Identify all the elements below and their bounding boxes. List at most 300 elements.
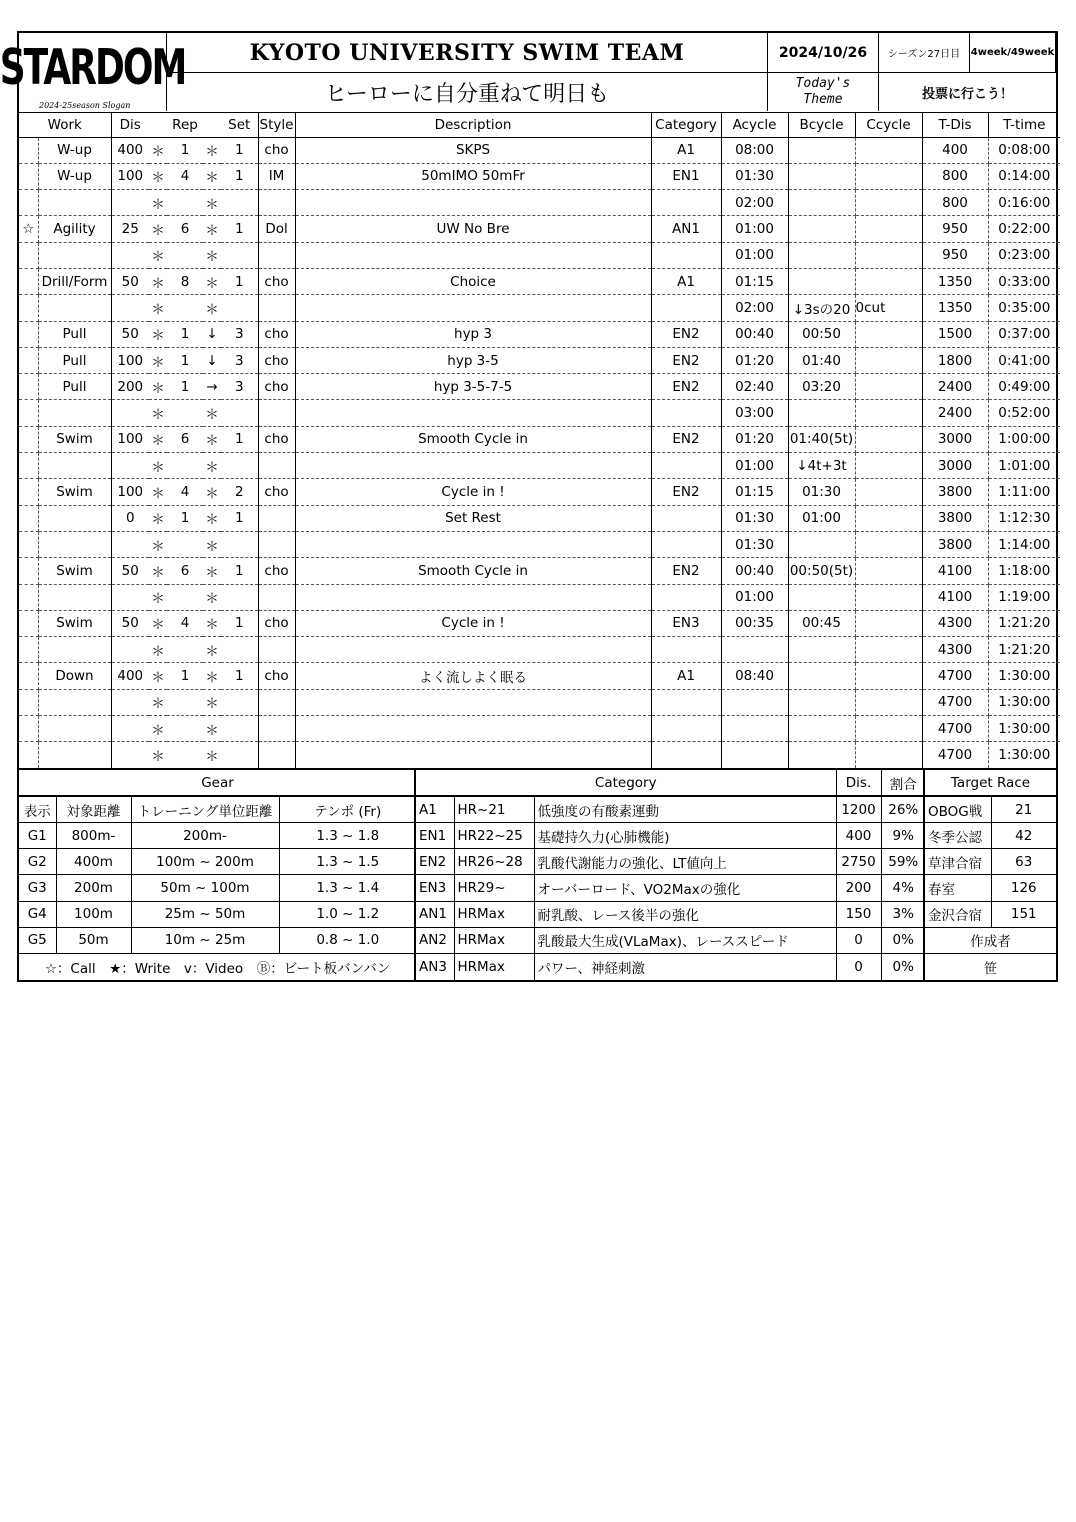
workout-row [19,663,1060,689]
row-tdis: 3000 [922,426,988,452]
row-op2: ＊ [203,663,221,689]
row-bcycle [788,190,855,216]
row-set: 1 [221,558,258,584]
row-category: EN2 [651,479,721,505]
category-dis: 2750 [836,849,881,875]
gear-cell: 1.3 ~ 1.5 [279,849,416,875]
race-row [925,796,1056,822]
row-category: EN2 [651,347,721,373]
row-bcycle: 00:50(5t) [788,558,855,584]
workout-row [19,426,1060,452]
row-style: cho [258,137,295,163]
row-acycle [721,742,788,768]
row-set: 1 [221,663,258,689]
row-set [221,742,258,768]
row-op2: ＊ [203,610,221,636]
row-tdis: 3800 [922,531,988,557]
row-ttime: 0:37:00 [988,321,1060,347]
row-work [38,190,111,216]
workout-row [19,610,1060,636]
workout-header-row [19,113,1060,137]
row-set [221,716,258,742]
category-hr: HR29~ [454,875,534,901]
category-hr: HR~21 [454,796,534,822]
row-op2: ＊ [203,453,221,479]
row-op1: ＊ [149,163,167,189]
row-ccycle [855,321,922,347]
row-mark [19,716,38,742]
row-set: 3 [221,321,258,347]
row-style: cho [258,479,295,505]
gear-table [19,770,416,980]
workout-row [19,742,1060,768]
row-tdis: 4100 [922,584,988,610]
category-ratio-label: 割合 [881,770,925,796]
category-dis: 1200 [836,796,881,822]
row-bcycle [788,137,855,163]
row-acycle: 00:35 [721,610,788,636]
row-ccycle [855,479,922,505]
row-op2: ＊ [203,242,221,268]
row-dis: 400 [111,663,149,689]
row-ttime: 1:19:00 [988,584,1060,610]
row-ccycle [855,637,922,663]
gear-col-header: テンポ (Fr) [279,796,416,822]
row-acycle: 00:40 [721,558,788,584]
row-mark [19,295,38,321]
row-description [295,190,651,216]
row-dis: 400 [111,137,149,163]
gear-legend-row [19,953,416,979]
row-dis: 50 [111,321,149,347]
row-description [295,400,651,426]
row-op1: ＊ [149,558,167,584]
row-work [38,505,111,531]
row-description: Smooth Cycle in [295,558,651,584]
row-tdis: 3800 [922,479,988,505]
category-dis: 400 [836,823,881,849]
row-op2: ＊ [203,531,221,557]
row-op2: ＊ [203,216,221,242]
workout-table [19,113,1060,768]
gear-row [19,849,416,875]
gear-cell: 1.3 ~ 1.4 [279,875,416,901]
gear-panel [19,770,416,980]
category-purpose: 耐乳酸、レース後半の強化 [534,901,836,927]
row-style [258,637,295,663]
row-mark [19,531,38,557]
workout-row [19,505,1060,531]
row-ccycle [855,163,922,189]
row-op2: → [203,374,221,400]
row-description: Cycle in ! [295,610,651,636]
row-acycle: 01:20 [721,426,788,452]
row-op2: ＊ [203,163,221,189]
row-description: hyp 3-5 [295,347,651,373]
race-days: 21 [991,796,1056,822]
row-acycle: 01:15 [721,268,788,294]
row-style [258,505,295,531]
category-ratio: 3% [881,901,925,927]
category-dis-label: Dis. [836,770,881,796]
row-bcycle: 01:40(5t) [788,426,855,452]
row-tdis: 800 [922,163,988,189]
row-description: Choice [295,268,651,294]
row-style [258,453,295,479]
row-acycle: 00:40 [721,321,788,347]
row-bcycle [788,663,855,689]
row-ttime: 1:18:00 [988,558,1060,584]
row-op2: ＊ [203,400,221,426]
row-set [221,531,258,557]
row-op1: ＊ [151,749,165,766]
row-set [221,295,258,321]
category-row [416,953,925,979]
row-op2: ＊ [203,689,221,715]
gear-cell: 1.3 ~ 1.8 [279,823,416,849]
row-op1: ＊ [149,610,167,636]
row-ttime: 1:21:20 [988,637,1060,663]
row-bcycle: 00:45 [788,610,855,636]
category-purpose: パワー、神経刺激 [534,953,836,979]
row-ccycle [855,268,922,294]
row-op2: ＊ [203,190,221,216]
row-set: 1 [221,137,258,163]
gear-cell: 10m ~ 25m [131,927,279,953]
theme-label [768,73,879,111]
slogan: ヒーローに自分重ねて明日も [167,73,768,111]
category-hr: HRMax [454,953,534,979]
season-day: シーズン27日目 [879,33,970,73]
row-tdis: 4300 [922,637,988,663]
row-op2: ↓ [203,347,221,373]
author-label: 作成者 [925,927,1056,953]
race-name: 草津合宿 [925,849,991,875]
row-op2: ＊ [203,584,221,610]
workout-row [19,689,1060,715]
category-purpose: 基礎持久力(心肺機能) [534,823,836,849]
row-category: EN2 [651,558,721,584]
row-dis [111,295,149,321]
row-ccycle [855,663,922,689]
row-category [651,505,721,531]
row-dis [111,584,149,610]
category-code: EN2 [416,849,454,875]
workout-row [19,453,1060,479]
row-ttime: 0:49:00 [988,374,1060,400]
row-bcycle [788,689,855,715]
row-rep: 6 [167,216,203,242]
row-op1: ＊ [149,663,167,689]
reference-section [19,768,1056,980]
row-mark [19,347,38,373]
race-body [925,796,1056,979]
row-work: W-up [38,163,111,189]
row-category [651,637,721,663]
row-style: Dol [258,216,295,242]
row-category [651,742,721,768]
row-op1: ＊ [149,453,167,479]
logo-text: STARDOM [0,40,186,96]
row-work [38,295,111,321]
gear-row [19,823,416,849]
row-category [651,531,721,557]
gear-cell: 400m [56,849,131,875]
row-description [295,295,651,321]
workout-row [19,584,1060,610]
row-work [38,637,111,663]
row-ttime: 0:23:00 [988,242,1060,268]
row-style: cho [258,268,295,294]
row-set [221,453,258,479]
row-op1: ＊ [149,374,167,400]
category-hr: HR22~25 [454,823,534,849]
row-dis [111,453,149,479]
race-panel [925,770,1056,980]
row-bcycle: 01:40 [788,347,855,373]
row-set: 1 [221,610,258,636]
row-style: cho [258,347,295,373]
category-row [416,849,925,875]
row-acycle [721,637,788,663]
row-description [295,742,651,768]
row-category [651,190,721,216]
row-op2: ＊ [203,295,221,321]
row-dis: 100 [111,479,149,505]
row-ttime: 0:14:00 [988,163,1060,189]
row-style [258,742,295,768]
row-mark [19,663,38,689]
category-purpose: オーバーロード、VO2Maxの強化 [534,875,836,901]
row-acycle: 02:40 [721,374,788,400]
row-acycle: 08:00 [721,137,788,163]
row-description: SKPS [295,137,651,163]
row-bcycle [788,268,855,294]
row-rep: 1 [167,374,203,400]
row-description: よく流しよく眠る [295,663,651,689]
row-work [38,689,111,715]
row-rep [167,400,203,426]
row-tdis: 1350 [922,268,988,294]
logo [0,33,186,111]
row-rep [167,689,203,715]
row-category [651,400,721,426]
row-work [38,400,111,426]
row-description: Cycle in ! [295,479,651,505]
gear-row [19,927,416,953]
row-dis: 50 [111,558,149,584]
col-tdis: T-Dis [922,113,988,137]
row-ccycle: 0cut [855,295,922,321]
row-style [258,716,295,742]
row-style [258,531,295,557]
category-code: AN3 [416,953,454,979]
row-description [295,689,651,715]
row-tdis: 1800 [922,347,988,373]
row-mark [19,453,38,479]
workout-row [19,242,1060,268]
col-rep: Rep [149,113,221,137]
row-bcycle [788,163,855,189]
row-work: Drill/Form [38,268,111,294]
workout-row [19,347,1060,373]
row-op1: ＊ [149,716,167,742]
row-op2: ＊ [203,268,221,294]
row-mark [19,610,38,636]
row-tdis: 2400 [922,374,988,400]
row-dis: 0 [111,505,149,531]
author-row [925,953,1056,979]
row-ttime: 0:16:00 [988,190,1060,216]
race-name: 冬季公認 [925,823,991,849]
row-op2: ＊ [203,637,221,663]
row-set [221,689,258,715]
week-count: 4week/49week [970,33,1056,73]
row-category [651,242,721,268]
workout-row [19,163,1060,189]
row-dis [111,531,149,557]
row-mark [19,584,38,610]
row-description [295,242,651,268]
row-op2: ＊ [203,479,221,505]
workout-row [19,558,1060,584]
col-description: Description [295,113,651,137]
row-tdis: 400 [922,137,988,163]
category-code: AN1 [416,901,454,927]
gear-cell: 50m ~ 100m [131,875,279,901]
row-ttime: 1:14:00 [988,531,1060,557]
row-work: Swim [38,610,111,636]
author-label-row [925,927,1056,953]
gear-cell: 800m- [56,823,131,849]
race-row [925,875,1056,901]
row-ttime: 1:30:00 [988,716,1060,742]
race-row [925,849,1056,875]
row-category: EN2 [651,374,721,400]
row-dis [111,637,149,663]
row-category [651,584,721,610]
row-ttime: 1:01:00 [988,453,1060,479]
row-bcycle: 00:50 [788,321,855,347]
row-ccycle [855,242,922,268]
row-acycle: 01:30 [721,163,788,189]
row-dis: 100 [111,426,149,452]
row-ccycle [855,400,922,426]
category-dis: 0 [836,953,881,979]
row-op1: ＊ [149,242,167,268]
row-mark [19,268,38,294]
row-set: 1 [221,268,258,294]
row-work [38,242,111,268]
workout-body [19,137,1060,768]
gear-cell: 0.8 ~ 1.0 [279,927,416,953]
row-ccycle [855,347,922,373]
gear-cell: 100m [56,901,131,927]
category-hr: HR26~28 [454,849,534,875]
row-rep [167,637,203,663]
gear-cell: 50m [56,927,131,953]
row-work [38,531,111,557]
col-ccycle: Ccycle [855,113,922,137]
row-ccycle [855,137,922,163]
row-set: 1 [221,505,258,531]
row-ttime: 0:52:00 [988,400,1060,426]
gear-col-header: 表示 [19,796,56,822]
row-tdis: 4700 [922,716,988,742]
workout-row [19,637,1060,663]
workout-row [19,137,1060,163]
workout-row [19,216,1060,242]
row-ccycle [855,505,922,531]
row-work: W-up [38,137,111,163]
row-acycle: 01:30 [721,505,788,531]
row-rep: 1 [167,505,203,531]
row-set: 1 [221,163,258,189]
date: 2024/10/26 [768,33,879,73]
row-work: Down [38,663,111,689]
row-style [258,295,295,321]
gear-legend: ☆：Call ★：Write v：Video Ⓑ：ビート板バンバン [44,960,391,977]
row-op1: ＊ [149,190,167,216]
row-acycle: 01:00 [721,584,788,610]
row-bcycle [788,637,855,663]
row-ttime: 0:33:00 [988,268,1060,294]
category-dis: 200 [836,875,881,901]
row-ccycle [855,610,922,636]
row-description: Smooth Cycle in [295,426,651,452]
row-op1: ＊ [149,295,167,321]
slogan-label: 2024-25season Slogan [39,101,131,110]
row-style: cho [258,663,295,689]
row-set [221,400,258,426]
col-acycle: Acycle [721,113,788,137]
row-ttime: 1:30:00 [998,747,1051,764]
col-category: Category [651,113,721,137]
race-name: 金沢合宿 [925,901,991,927]
row-rep [167,190,203,216]
category-ratio: 9% [881,823,925,849]
row-work: Swim [38,426,111,452]
row-mark [19,190,38,216]
workout-row [19,400,1060,426]
row-style: cho [258,558,295,584]
workout-row [19,295,1060,321]
row-set: 3 [221,347,258,373]
workout-row [19,531,1060,557]
row-rep [167,453,203,479]
row-dis [111,742,149,768]
gear-row [19,875,416,901]
row-op1: ＊ [149,531,167,557]
row-work: Swim [38,558,111,584]
row-category: A1 [651,663,721,689]
row-acycle: 01:00 [721,242,788,268]
row-tdis: 4100 [922,558,988,584]
row-op1: ＊ [149,321,167,347]
row-acycle: 01:15 [721,479,788,505]
category-title: Category [416,770,836,796]
row-tdis: 4700 [922,663,988,689]
row-ttime: 1:11:00 [988,479,1060,505]
row-mark [19,558,38,584]
row-rep: 1 [167,347,203,373]
row-op2: ↓ [203,321,221,347]
row-dis: 25 [111,216,149,242]
row-acycle: 02:00 [721,295,788,321]
row-work: Pull [38,374,111,400]
row-category: EN2 [651,426,721,452]
row-set [221,190,258,216]
